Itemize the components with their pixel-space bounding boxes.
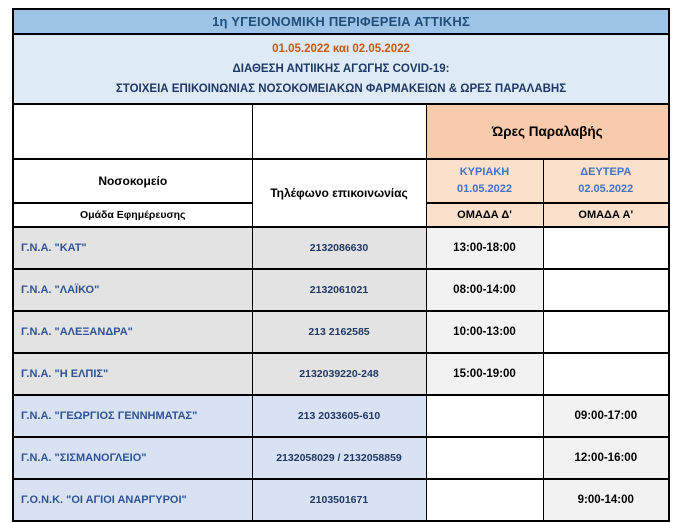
sunday-hours-cell bbox=[426, 479, 543, 521]
sunday-hours-cell: 15:00-19:00 bbox=[426, 353, 543, 395]
hospital-name-cell: Γ.Ν.Α. "Η ΕΛΠΙΣ" bbox=[13, 353, 252, 395]
hospital-name-cell: Γ.Ο.Ν.Κ. "ΟΙ ΑΓΙΟΙ ΑΝΑΡΓΥΡΟΙ" bbox=[13, 479, 252, 521]
monday-hours-cell bbox=[543, 311, 669, 353]
table-row bbox=[13, 479, 669, 521]
column-header-row bbox=[13, 159, 669, 203]
sunday-hours-cell: 13:00-18:00 bbox=[426, 227, 543, 269]
table-row bbox=[13, 353, 669, 395]
col-header-phone: Τηλέφωνο επικοινωνίας bbox=[252, 159, 426, 227]
monday-date-label: 02.05.2022 bbox=[578, 183, 634, 196]
monday-hours-cell bbox=[543, 269, 669, 311]
phone-cell: 2132058029 / 2132058859 bbox=[252, 437, 426, 479]
monday-hours-cell: 09:00-17:00 bbox=[543, 395, 669, 437]
subtitle-row bbox=[13, 34, 669, 104]
sunday-hours-cell: 10:00-13:00 bbox=[426, 311, 543, 353]
empty-cell-phone bbox=[252, 104, 426, 159]
sunday-hours-cell: 08:00-14:00 bbox=[426, 269, 543, 311]
page-title: 1η ΥΓΕΙΟΝΟΜΙΚΗ ΠΕΡΙΦΕΡΕΙΑ ΑΤΤΙΚΗΣ bbox=[13, 9, 669, 34]
subtitle-line-2: ΔΙΑΘΕΣΗ ΑΝΤΙΙΚΗΣ ΑΓΩΓΗΣ COVID-19: bbox=[232, 63, 450, 76]
phone-cell: 2132039220-248 bbox=[252, 353, 426, 395]
pickup-hours-row bbox=[13, 104, 669, 159]
sunday-date-label: 01.05.2022 bbox=[456, 183, 513, 196]
subtitle-block bbox=[13, 34, 669, 104]
document-sheet bbox=[12, 8, 668, 522]
col-header-monday bbox=[543, 159, 669, 203]
monday-hours-cell bbox=[543, 227, 669, 269]
monday-hours-cell bbox=[543, 353, 669, 395]
pickup-hours-header: Ώρες Παραλαβής bbox=[426, 104, 669, 159]
monday-day-label: ΔΕΥΤΕΡΑ bbox=[580, 166, 632, 179]
table-row bbox=[13, 437, 669, 479]
hospital-name-cell: Γ.Ν.Α. "ΓΕΩΡΓΙΟΣ ΓΕΝΝΗΜΑΤΑΣ" bbox=[13, 395, 252, 437]
hospital-pharmacy-table bbox=[12, 8, 670, 522]
table-row bbox=[13, 269, 669, 311]
hospital-name-cell: Γ.Ν.Α. "ΑΛΕΞΑΝΔΡΑ" bbox=[13, 311, 252, 353]
subtitle-line-3: ΣΤΟΙΧΕΙΑ ΕΠΙΚΟΙΝΩΝΙΑΣ ΝΟΣΟΚΟΜΕΙΑΚΩΝ ΦΑΡΜΑΚΕΙΩΝ & ΩΡΕΣ ΠΑΡΑΛΑΒΗΣ bbox=[115, 83, 567, 96]
hospital-name-cell: Γ.Ν.Α. "ΣΙΣΜΑΝΟΓΛΕΙΟ" bbox=[13, 437, 252, 479]
duty-group-header: Ομάδα Εφημέρευσης bbox=[13, 203, 252, 227]
hospital-name-cell: Γ.Ν.Α. "ΚΑΤ" bbox=[13, 227, 252, 269]
dates-line: 01.05.2022 και 02.05.2022 bbox=[272, 43, 410, 55]
phone-cell: 2132061021 bbox=[252, 269, 426, 311]
col-header-hospital: Νοσοκομείο bbox=[13, 159, 252, 203]
table-row bbox=[13, 311, 669, 353]
sunday-day-label: ΚΥΡΙΑΚΗ bbox=[459, 166, 510, 179]
empty-cell-hospital bbox=[13, 104, 252, 159]
monday-hours-cell: 12:00-16:00 bbox=[543, 437, 669, 479]
sunday-hours-cell bbox=[426, 437, 543, 479]
sunday-group-label: ΟΜΑΔΑ Δ' bbox=[426, 203, 543, 227]
sunday-hours-cell bbox=[426, 395, 543, 437]
title-row bbox=[13, 9, 669, 34]
monday-hours-cell: 9:00-14:00 bbox=[543, 479, 669, 521]
phone-cell: 2132086630 bbox=[252, 227, 426, 269]
monday-group-label: ΟΜΑΔΑ Α' bbox=[543, 203, 669, 227]
phone-cell: 213 2162585 bbox=[252, 311, 426, 353]
phone-cell: 213 2033605-610 bbox=[252, 395, 426, 437]
phone-cell: 2103501671 bbox=[252, 479, 426, 521]
table-row bbox=[13, 395, 669, 437]
hospital-name-cell: Γ.Ν.Α. "ΛΑΪΚΟ" bbox=[13, 269, 252, 311]
col-header-sunday bbox=[426, 159, 543, 203]
table-row bbox=[13, 227, 669, 269]
